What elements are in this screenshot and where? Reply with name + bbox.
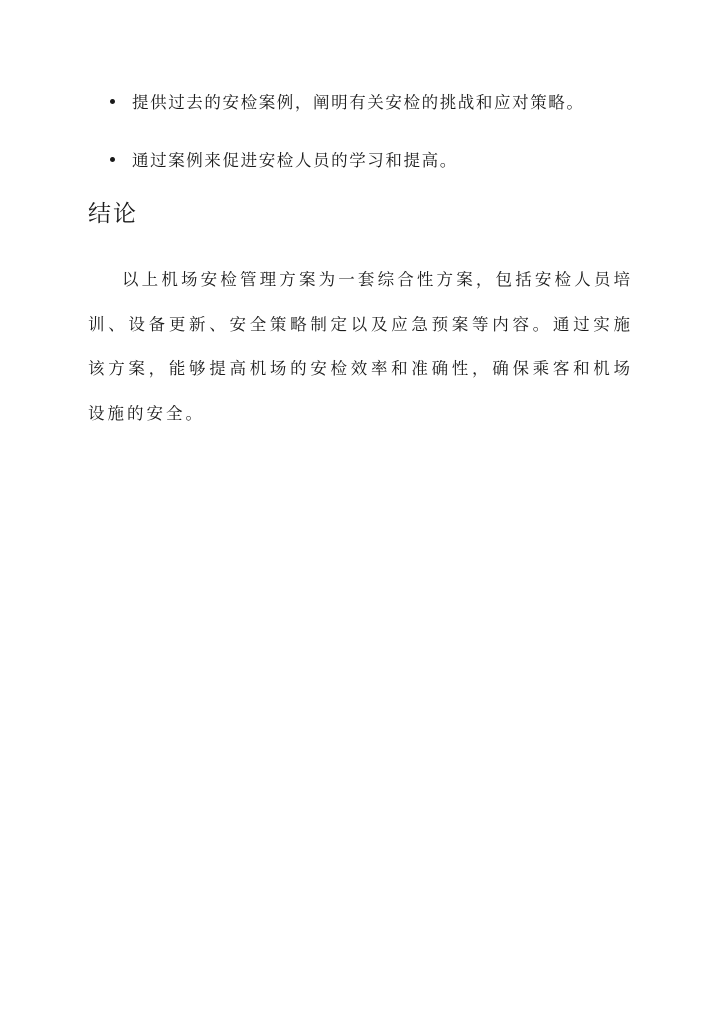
bullet-dot-icon <box>110 99 115 104</box>
list-item <box>88 84 648 118</box>
list-item <box>88 142 648 176</box>
bullet-list <box>88 84 648 200</box>
list-item-text: 通过案例来促进安检人员的学习和提高。 <box>132 151 458 170</box>
bullet-dot-icon <box>110 157 115 162</box>
section-heading-conclusion: 结论 <box>88 201 138 227</box>
list-item-text: 提供过去的安检案例，阐明有关安检的挑战和应对策略。 <box>132 93 585 112</box>
conclusion-paragraph: 以上机场安检管理方案为一套综合性方案，包括安检人员培训、设备更新、安全策略制定以及应急预案等内容。通过实施该方案，能够提高机场的安检效率和准确性，确保乘客和机场设施的安全。 <box>88 270 633 423</box>
